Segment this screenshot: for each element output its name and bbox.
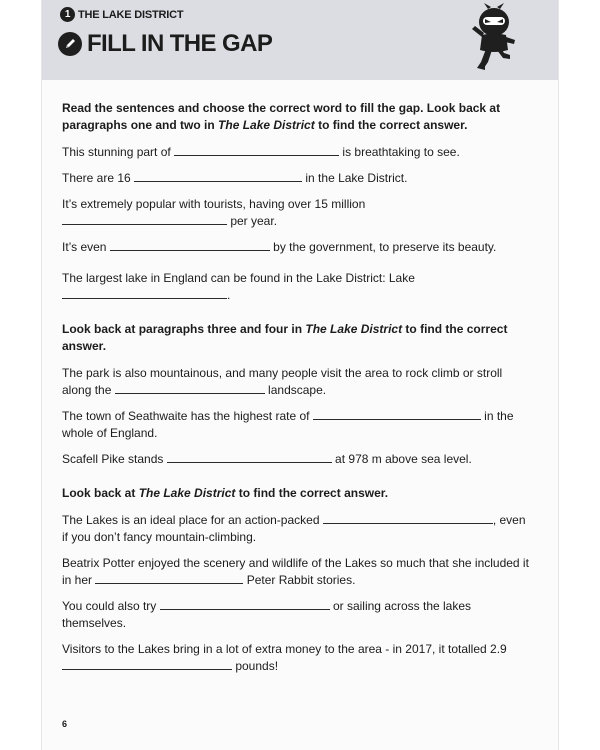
- ninja-mascot-icon: [466, 2, 522, 74]
- question: You could also try or sailing across the lakes themselves.: [62, 599, 472, 630]
- answer-blank[interactable]: [62, 288, 227, 299]
- pencil-icon: [58, 32, 82, 56]
- answer-blank[interactable]: [167, 452, 332, 463]
- answer-blank[interactable]: [134, 171, 302, 182]
- answer-blank[interactable]: [323, 513, 493, 524]
- answer-blank[interactable]: [95, 573, 243, 584]
- answer-blank[interactable]: [62, 659, 232, 670]
- question: This stunning part of is breathtaking to see.: [62, 145, 460, 159]
- answer-blank[interactable]: [160, 599, 330, 610]
- question: The Lakes is an ideal place for an action-packed , even if you don’t fancy mountain-climbing.: [62, 513, 526, 544]
- header-band: [42, 0, 558, 80]
- question: The largest lake in England can be found in the Lake District: Lake .: [62, 271, 415, 302]
- question: It’s extremely popular with tourists, having over 15 million per year.: [62, 197, 366, 228]
- answer-blank[interactable]: [110, 240, 270, 251]
- question: It’s even by the government, to preserve its beauty.: [62, 240, 497, 254]
- answer-blank[interactable]: [174, 145, 339, 156]
- answer-blank[interactable]: [313, 409, 481, 420]
- question: Scafell Pike stands at 978 m above sea level.: [62, 452, 472, 466]
- question: The park is also mountainous, and many people visit the area to rock climb or stroll along the landscape.: [62, 366, 503, 397]
- answer-blank[interactable]: [115, 383, 265, 394]
- title-row: [58, 30, 272, 58]
- section-title: THE LAKE DISTRICT: [78, 8, 184, 21]
- question: There are 16 in the Lake District.: [62, 171, 408, 185]
- worksheet-page: [42, 0, 558, 750]
- instruction-3: Look back at The Lake District to find the correct answer.: [62, 486, 389, 500]
- page-title: FILL IN THE GAP: [87, 30, 273, 57]
- worksheet-content: [62, 100, 532, 684]
- section-number-badge: 1: [60, 7, 75, 22]
- instruction-1: Read the sentences and choose the correct word to fill the gap. Look back at paragraphs one and two in The Lake District to find the correct answer.: [62, 101, 501, 132]
- question: Beatrix Potter enjoyed the scenery and wildlife of the Lakes so much that she included it in her Peter Rabbit stories.: [62, 556, 529, 587]
- section-tag: [60, 7, 183, 22]
- instruction-2: Look back at paragraphs three and four in The Lake District to find the correct answer.: [62, 322, 508, 353]
- question: The town of Seathwaite has the highest rate of in the whole of England.: [62, 409, 514, 440]
- question: Visitors to the Lakes bring in a lot of extra money to the area - in 2017, it totalled 2.9 pounds!: [62, 642, 507, 673]
- page-number: 6: [62, 719, 68, 729]
- answer-blank[interactable]: [62, 214, 227, 225]
